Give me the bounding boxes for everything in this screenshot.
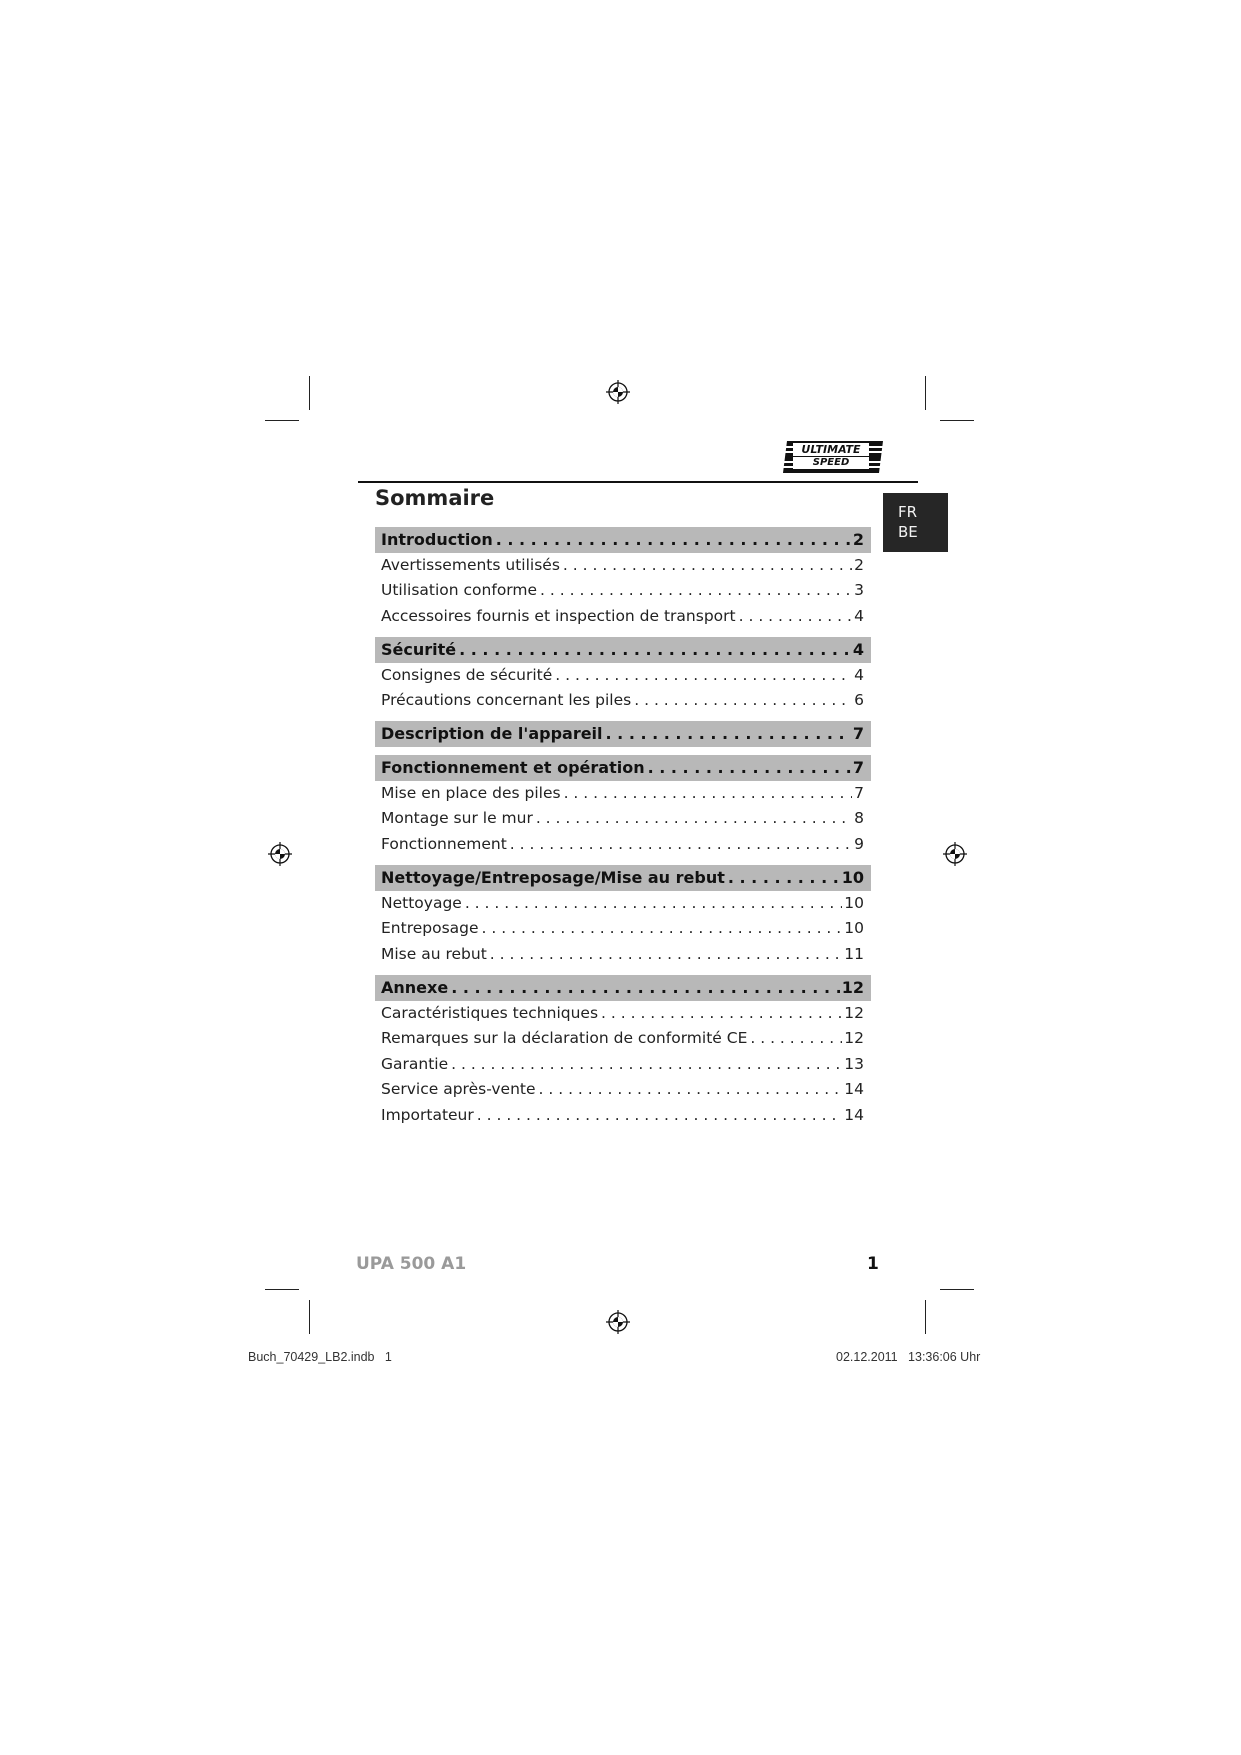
toc-page-number: 10	[844, 919, 864, 938]
toc-page-number: 4	[854, 606, 864, 625]
toc-entry[interactable]	[375, 553, 871, 578]
toc-heading[interactable]	[375, 975, 871, 1001]
toc-page-number: 10	[841, 868, 864, 887]
language-code: FR	[898, 503, 918, 521]
toc-entry[interactable]	[375, 578, 871, 603]
toc-entry[interactable]	[375, 916, 871, 941]
toc-entry-label: Précautions concernant les piles	[381, 691, 632, 710]
toc-section	[375, 755, 871, 857]
registration-mark-icon	[943, 842, 967, 866]
toc-entry[interactable]	[375, 942, 871, 967]
toc-heading[interactable]	[375, 721, 871, 747]
toc-page-number: 14	[844, 1080, 864, 1099]
toc-entry-label: Accessoires fournis et inspection de transport	[381, 606, 736, 625]
toc-entry[interactable]	[375, 1052, 871, 1077]
toc-entry-label: Mise en place des piles	[381, 784, 561, 802]
toc-page-number: 11	[844, 944, 864, 963]
toc-entry-label: Entreposage	[381, 919, 479, 938]
toc-section	[375, 975, 871, 1128]
model-number: UPA 500 A1	[356, 1254, 467, 1274]
toc-heading[interactable]	[375, 637, 871, 663]
toc-entry[interactable]	[375, 891, 871, 916]
toc-heading-label: Sécurité	[381, 640, 457, 659]
crop-mark	[925, 1300, 926, 1334]
toc-entry[interactable]	[375, 604, 871, 629]
crop-mark	[309, 1300, 310, 1334]
toc-page-number: 14	[844, 1105, 864, 1124]
crop-mark	[925, 376, 926, 410]
toc-heading[interactable]	[375, 755, 871, 781]
toc-entry[interactable]	[375, 1077, 871, 1102]
toc-entry-label: Avertissements utilisés	[381, 556, 560, 574]
toc-page-number: 4	[854, 666, 864, 684]
toc-heading[interactable]	[375, 865, 871, 891]
toc-entry-label: Fonctionnement	[381, 834, 507, 853]
toc-heading[interactable]	[375, 527, 871, 553]
toc-entry[interactable]	[375, 688, 871, 713]
toc-heading-label: Description de l'appareil	[381, 724, 603, 743]
toc-page-number: 10	[844, 894, 864, 912]
page-number: 1	[867, 1254, 879, 1274]
registration-mark-icon	[606, 1310, 630, 1334]
toc-entry[interactable]	[375, 832, 871, 857]
toc-entry-label: Service après-vente	[381, 1080, 536, 1099]
registration-mark-icon	[606, 380, 630, 404]
crop-mark	[940, 420, 974, 421]
toc-page-number: 8	[854, 809, 864, 828]
toc-heading-label: Introduction	[381, 530, 493, 549]
crop-mark	[265, 420, 299, 421]
print-slug-file: Buch_70429_LB2.indb 1	[248, 1350, 392, 1364]
toc-entry[interactable]	[375, 1103, 871, 1128]
header-rule	[358, 481, 918, 483]
toc-page-number: 7	[854, 784, 864, 802]
toc-heading-label: Fonctionnement et opération	[381, 758, 645, 777]
crop-mark	[265, 1289, 299, 1290]
toc-section	[375, 721, 871, 747]
language-code: BE	[898, 523, 918, 541]
toc-entry-label: Nettoyage	[381, 894, 462, 912]
crop-mark	[309, 376, 310, 410]
toc-entry-label: Utilisation conforme	[381, 581, 538, 600]
registration-mark-icon	[268, 842, 292, 866]
toc-page-number: 6	[854, 691, 864, 710]
toc-page-number: 12	[844, 1029, 864, 1048]
toc-page-number: 12	[844, 1004, 864, 1022]
toc-page-number: 7	[852, 724, 864, 743]
crop-mark	[940, 1289, 974, 1290]
language-tab	[883, 493, 948, 552]
toc-entry-label: Garantie	[381, 1054, 449, 1073]
logo-text-line2: SPEED	[793, 457, 869, 469]
toc-page-number: 7	[852, 758, 864, 777]
toc-section	[375, 637, 871, 714]
toc-page-number: 3	[854, 581, 864, 600]
toc-page-number: 12	[841, 978, 864, 997]
toc-page-number: 4	[852, 640, 864, 659]
toc-entry[interactable]	[375, 806, 871, 831]
page-title: Sommaire	[375, 486, 495, 510]
print-slug-datetime: 02.12.2011 13:36:06 Uhr	[836, 1350, 981, 1364]
toc-entry[interactable]	[375, 1001, 871, 1026]
toc-section	[375, 865, 871, 967]
toc-heading-label: Annexe	[381, 978, 449, 997]
logo-text-line1: ULTIMATE	[793, 443, 869, 456]
brand-logo	[783, 441, 883, 473]
toc-entry[interactable]	[375, 781, 871, 806]
toc-entry-label: Mise au rebut	[381, 944, 487, 963]
toc-entry-label: Caractéristiques techniques	[381, 1004, 599, 1022]
toc-entry[interactable]	[375, 1026, 871, 1051]
toc-page-number: 2	[854, 556, 864, 574]
toc-entry-label: Remarques sur la déclaration de conformité CE	[381, 1029, 748, 1048]
toc-page-number: 9	[854, 834, 864, 853]
toc-entry-label: Importateur	[381, 1105, 474, 1124]
toc-section	[375, 527, 871, 629]
toc-page-number: 2	[852, 530, 864, 549]
toc-page-number: 13	[844, 1054, 864, 1073]
toc-entry-label: Montage sur le mur	[381, 809, 533, 828]
toc-heading-label: Nettoyage/Entreposage/Mise au rebut	[381, 868, 725, 887]
toc-entry[interactable]	[375, 663, 871, 688]
toc-entry-label: Consignes de sécurité	[381, 666, 553, 684]
